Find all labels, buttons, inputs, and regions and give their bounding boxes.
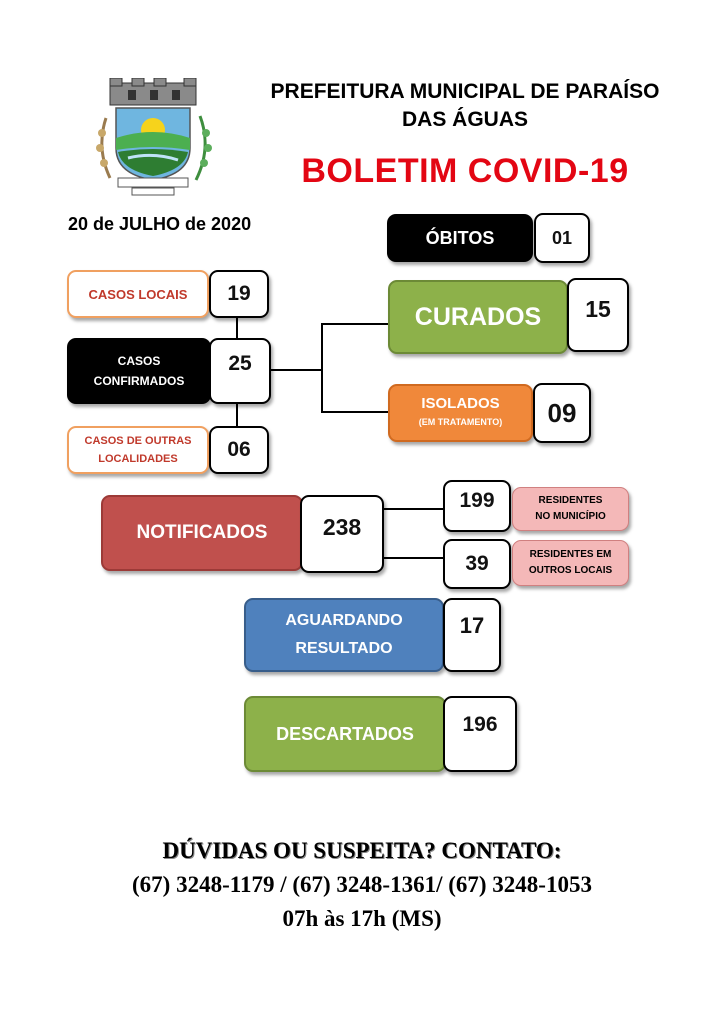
- curados-value: 15: [585, 295, 611, 322]
- notificados-label: NOTIFICADOS: [136, 522, 268, 543]
- obitos-label-box: [387, 214, 533, 262]
- title-line-2: DAS ÁGUAS: [401, 108, 528, 131]
- residentes-outros-label-box: [512, 540, 629, 586]
- notificados-label-box: [101, 495, 303, 571]
- notificados-value: 238: [322, 513, 362, 540]
- connector-line: [321, 411, 388, 413]
- isolados-value-box: [533, 383, 591, 443]
- casos-confirmados-value: 25: [228, 352, 252, 375]
- descartados-label: DESCARTADOS: [276, 723, 414, 744]
- residentes-municipio-label-line1: RESIDENTES: [538, 495, 603, 506]
- residentes-outros-value-box: [443, 539, 511, 589]
- municipal-coat-of-arms-icon: [88, 78, 218, 196]
- isolados-value: 09: [547, 397, 577, 428]
- casos-locais-label: CASOS LOCAIS: [88, 286, 188, 302]
- descartados-label-box: [244, 696, 446, 772]
- aguardando-label-line2: RESULTADO: [295, 640, 393, 657]
- connector-line: [321, 323, 323, 412]
- isolados-label: ISOLADOS: [421, 395, 500, 412]
- bulletin-title: BOLETIM COVID-19: [301, 152, 629, 190]
- casos-outras-value-box: [209, 426, 269, 474]
- connector-line: [236, 402, 238, 426]
- residentes-outros-label-line2: OUTROS LOCAIS: [528, 565, 613, 576]
- aguardando-label-line1: AGUARDANDO: [285, 612, 403, 629]
- aguardando-value: 17: [459, 613, 485, 638]
- residentes-municipio-label-line2: NO MUNICÍPIO: [535, 511, 606, 522]
- notificados-value-box: [300, 495, 384, 573]
- casos-confirmados-label-box: [67, 338, 211, 404]
- casos-locais-value: 19: [227, 282, 251, 305]
- casos-locais-value-box: [209, 270, 269, 318]
- casos-outras-label-line1: CASOS DE OUTRAS: [84, 435, 192, 447]
- casos-confirmados-label-line1: CASOS: [117, 354, 161, 368]
- obitos-value: 01: [551, 227, 573, 248]
- connector-line: [384, 557, 444, 559]
- page-title: [215, 78, 715, 134]
- contact-footer: [0, 834, 724, 936]
- casos-outras-label-line2: LOCALIDADES: [98, 453, 178, 465]
- residentes-outros-label-line1: RESIDENTES EM: [529, 549, 612, 560]
- casos-outras-label-box: [67, 426, 209, 474]
- casos-locais-label-box: [67, 270, 209, 318]
- curados-label-box: [388, 280, 568, 354]
- descartados-value: 196: [462, 713, 498, 736]
- connector-line: [321, 323, 389, 325]
- isolados-sublabel: (EM TRATAMENTO): [418, 417, 503, 427]
- curados-label: CURADOS: [414, 302, 542, 331]
- aguardando-value-box: [443, 598, 501, 672]
- bulletin-date: 20 de JULHO de 2020: [68, 214, 252, 234]
- casos-outras-value: 06: [227, 438, 251, 461]
- connector-line: [236, 318, 238, 340]
- obitos-label: ÓBITOS: [425, 227, 495, 248]
- residentes-outros-value: 39: [465, 552, 489, 575]
- residentes-municipio-label-box: [512, 487, 629, 531]
- footer-hours: 07h às 17h (MS): [282, 906, 442, 931]
- casos-confirmados-label-line2: CONFIRMADOS: [93, 374, 185, 388]
- casos-confirmados-value-box: [209, 338, 271, 404]
- residentes-municipio-value: 199: [459, 489, 495, 512]
- isolados-label-box: [388, 384, 533, 442]
- aguardando-label-box: [244, 598, 444, 672]
- title-line-1: PREFEITURA MUNICIPAL DE PARAÍSO: [270, 80, 660, 103]
- obitos-value-box: [534, 213, 590, 263]
- descartados-value-box: [443, 696, 517, 772]
- connector-line: [270, 369, 322, 371]
- footer-phones: (67) 3248-1179 / (67) 3248-1361/ (67) 3248-1053: [132, 872, 592, 897]
- connector-line: [384, 508, 444, 510]
- residentes-municipio-value-box: [443, 480, 511, 532]
- footer-line-1: DÚVIDAS OU SUSPEITA? CONTATO:: [162, 838, 562, 863]
- curados-value-box: [567, 278, 629, 352]
